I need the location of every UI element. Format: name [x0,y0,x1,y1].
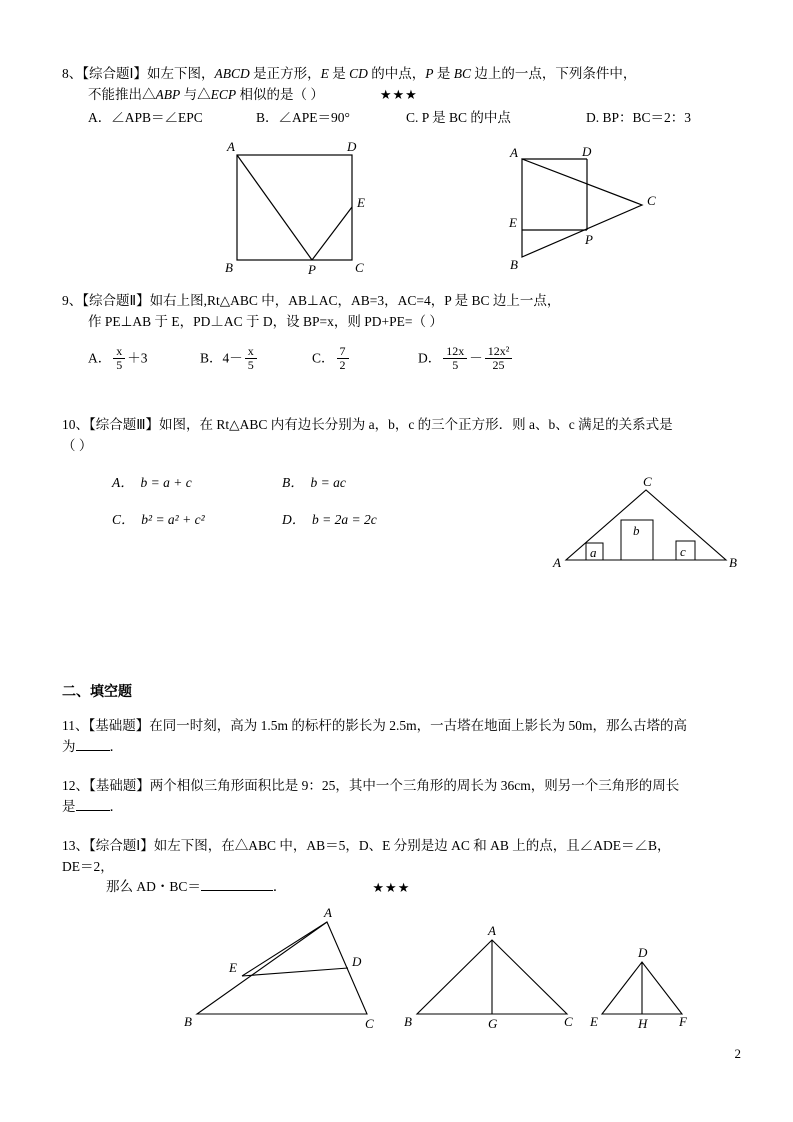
q8-option-d[interactable]: D. BP：BC＝2：3 [586,109,692,125]
fig-right-triangle [492,147,712,277]
fig6-label-D: D [638,945,648,961]
fig5-label-B: B [404,1014,412,1030]
q8-var-p: P [425,66,434,81]
fig1-label-E: E [357,194,365,210]
q10-line-1: 10、【综合题Ⅲ】如图，在 Rt△ABC 内有边长分别为 a，b，c 的三个正方形．则 a、b、c 满足的关系式是 [62,417,673,433]
fig-triangle-big-abgc [392,922,582,1042]
q13-line-2: DE＝2， [62,858,114,874]
q13-line3-prefix: 那么 AD・BC＝ [106,879,201,895]
q8-option-a[interactable]: A．∠APB＝∠EPC [88,109,203,125]
fig-triangle-small-dehf [582,940,712,1040]
q10-option-d[interactable]: D． b = 2a = 2c [282,511,377,527]
question-9 [62,291,731,373]
q8-difficulty-stars: ★★★ [379,87,418,103]
q8-options [62,108,731,129]
q8-text-mid1: 是正方形， [249,66,321,81]
q8-var-bc: BC [453,66,472,81]
question-8 [62,64,731,129]
q9-option-b-head: 4－ [222,350,243,365]
q12-line2-prefix: 是 [62,798,76,814]
fig6-label-E: E [590,1014,598,1030]
q12-line2-suffix: ． [109,798,123,814]
q8-line2-suffix: 相似的是（ ） [236,86,324,102]
question-11 [62,716,731,758]
q8-line2-mid: 与△ [180,86,211,102]
q9-option-a-fraction: $\frac{x}{5}$ [113,345,125,374]
q9-option-c[interactable] [312,345,418,374]
fig4-label-D: D [352,954,362,970]
q9-option-b[interactable] [200,345,312,374]
fig1-label-P: P [308,261,316,277]
q9-line-1: 9、【综合题Ⅱ】如右上图,Rt△ABC 中，AB⊥AC，AB=3，AC=4，P 是 BC 边上一点， [62,292,561,308]
q9-option-a-label: A． [88,350,112,365]
q13-answer-blank[interactable] [201,890,273,891]
q9-option-b-label: B． [200,350,223,365]
fig-square-abcd [167,137,397,277]
fig5-label-C: C [564,1014,573,1030]
q10-option-a[interactable]: A． b = a + c [112,475,192,491]
q8-var-abcd: ABCD [214,66,250,81]
q8-line-2 [62,85,731,106]
q9-option-d-label: D． [418,350,442,365]
q13-difficulty-stars: ★★★ [372,879,411,895]
q8-var-e: E [320,66,329,81]
q12-answer-blank[interactable] [76,810,110,811]
question-12 [62,776,731,818]
fig5-label-A: A [488,923,496,939]
fig4-label-A: A [324,905,332,921]
fig2-label-P: P [585,231,593,247]
q12-line-2 [62,797,731,818]
fig3-label-C: C [643,475,652,490]
q12-line-1: 12、【基础题】两个相似三角形面积比是 9：25，其中一个三角形的周长为 36cm，则另一个三角形的周长 [62,777,680,793]
fig2-label-B: B [510,256,518,272]
q8-text-mid2: 是 [328,66,350,81]
q10-option-b[interactable]: B． b = ac [282,475,346,491]
q11-line-1: 11、【基础题】在同一时刻，高为 1.5m 的标杆的影长为 2.5m，一古塔在地面上影长为 50m，那么古塔的高 [62,717,688,733]
q9-option-a[interactable] [88,345,200,374]
q8-text-mid3: 的中点， [367,66,426,81]
fig3-label-B: B [729,555,737,571]
fig4-label-B: B [184,1014,192,1030]
fig4-label-C: C [365,1016,374,1032]
q11-line2-prefix: 为 [62,738,76,754]
fig2-label-E: E [509,214,517,230]
question-13 [62,836,731,899]
fig4-label-E: E [229,960,237,976]
q9-option-b-fraction: $\frac{x}{5}$ [245,345,257,374]
fig3-label-b: b [633,523,640,539]
q9-option-d-operator: － [469,350,483,365]
fig2-label-A: A [510,146,518,160]
q8-line-1 [62,64,731,85]
fig6-label-H: H [638,1016,648,1032]
figures-row-1 [62,137,731,277]
q9-line-2: 作 PE⊥AB 于 E，PD⊥AC 于 D，设 BP=x，则 PD+PE=（ ） [88,313,443,329]
fig2-label-D: D [582,146,592,159]
fig1-label-A: A [227,138,235,154]
q11-line2-suffix: ． [109,738,123,754]
q8-option-b[interactable]: B．∠APE＝90° [256,109,350,125]
fig3-label-A: A [553,555,561,571]
q11-line-2 [62,737,731,758]
q9-option-d-fraction-1: $\frac{12x}{5}$ [443,345,467,374]
section-fill-blanks-title: 二、填空题 [62,684,132,700]
fig5-label-G: G [488,1016,498,1032]
q8-var-cd: CD [349,66,368,81]
q8-text-mid4: 是 [433,66,454,81]
q9-option-a-tail: ＋3 [127,350,148,365]
q8-option-c[interactable]: C. P 是 BC 的中点 [406,109,511,125]
q10-line-2: （ ） [62,438,93,454]
fig-squares-in-triangle [551,475,741,575]
q10-option-c[interactable]: C． b² = a² + c² [112,511,205,527]
q9-option-d[interactable] [418,345,514,374]
q9-option-c-fraction: $\frac{7}{2}$ [337,345,349,374]
fig1-label-D: D [347,138,357,154]
fig3-label-a: a [590,545,597,561]
fig6-label-F: F [679,1014,687,1030]
fig1-label-B: B [225,259,233,275]
fig1-label-C: C [355,259,364,275]
q9-options [62,345,731,374]
q9-option-c-label: C． [312,350,335,365]
page-number: 2 [734,1046,741,1061]
q8-text-prefix: 8、【综合题Ⅰ】如左下图， [62,66,215,81]
figures-row-2 [62,904,731,1044]
q13-line-1: 13、【综合题Ⅰ】如左下图，在△ABC 中，AB＝5，D、E 分别是边 AC 和 AB 上的点，且∠ADE＝∠B， [62,837,671,853]
q11-answer-blank[interactable] [76,750,110,751]
q13-line-3 [62,877,731,898]
fig2-label-C: C [647,192,656,208]
q8-var-abp: ABP [155,86,181,102]
q13-line3-suffix: ． [272,879,287,895]
fig-triangle-abc-de [122,904,382,1044]
question-10 [62,415,737,571]
fig3-label-c: c [680,544,686,560]
q8-var-ecp: ECP [210,86,237,102]
q8-text-suffix: 边上的一点，下列条件中， [471,66,637,81]
q8-line2-prefix: 不能推出△ [88,86,156,102]
q9-option-d-fraction-2: $\frac{\text{12x²}}{25}$ [485,345,513,374]
